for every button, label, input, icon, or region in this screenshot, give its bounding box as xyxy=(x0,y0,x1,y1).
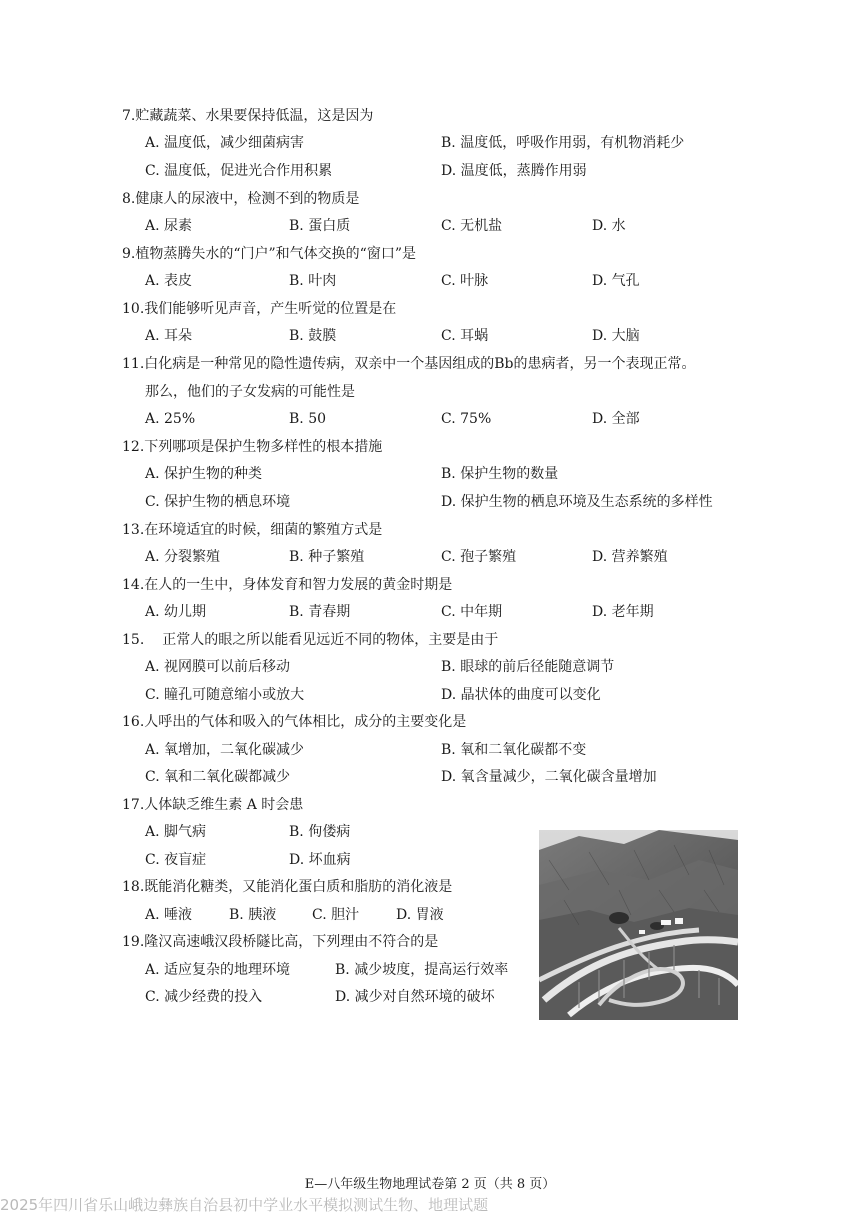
option-letter: D. xyxy=(289,852,305,868)
option-text: 氧和二氧化碳都不变 xyxy=(460,742,587,758)
question-text: 隆汉高速峨汉段桥隧比高，下列理由不符合的是 xyxy=(144,934,439,950)
option-d xyxy=(396,906,444,924)
question-text: 我们能够听见声音，产生听觉的位置是在 xyxy=(144,301,397,317)
question-number: 9. xyxy=(122,246,136,262)
page-footer: E—八年级生物地理试卷第 2 页（共 8 页） xyxy=(304,1177,556,1192)
option-c xyxy=(312,906,359,924)
option-letter: A. xyxy=(145,273,160,289)
option-text: 大脑 xyxy=(611,328,640,344)
option-letter: D. xyxy=(396,907,412,923)
option-c xyxy=(441,603,502,621)
option-letter: C. xyxy=(145,494,160,510)
option-letter: B. xyxy=(289,824,304,840)
option-d xyxy=(592,217,626,235)
option-b xyxy=(229,906,276,924)
option-a xyxy=(145,603,206,621)
option-text: 胆汁 xyxy=(331,907,360,923)
option-text: 耳蜗 xyxy=(460,328,489,344)
question-12 xyxy=(122,438,772,456)
option-d xyxy=(441,686,601,704)
option-text: 保护生物的种类 xyxy=(164,466,263,482)
option-letter: D. xyxy=(441,769,457,785)
option-text: 中年期 xyxy=(460,604,503,620)
highway-interchange-photo xyxy=(539,830,738,1020)
option-d xyxy=(592,272,640,290)
option-b xyxy=(289,327,336,345)
option-a xyxy=(145,327,192,345)
question-text: 下列哪项是保护生物多样性的根本措施 xyxy=(144,439,383,455)
option-letter: C. xyxy=(441,411,456,427)
question-7 xyxy=(122,107,772,125)
question-13 xyxy=(122,521,772,539)
option-letter: D. xyxy=(441,494,457,510)
option-text: 脚气病 xyxy=(164,824,207,840)
option-a xyxy=(145,741,304,759)
option-text: 胰液 xyxy=(248,907,277,923)
option-d xyxy=(441,768,657,786)
option-c xyxy=(145,851,206,869)
option-text: 孢子繁殖 xyxy=(460,549,517,565)
option-text: 水 xyxy=(611,218,626,234)
option-b xyxy=(289,823,350,841)
question-16 xyxy=(122,713,772,731)
option-text: 氧和二氧化碳都减少 xyxy=(164,769,291,785)
option-text: 保护生物的数量 xyxy=(460,466,559,482)
option-letter: A. xyxy=(145,411,160,427)
option-text: 眼球的前后径能随意调节 xyxy=(460,659,615,675)
option-letter: C. xyxy=(145,852,160,868)
option-text: 佝偻病 xyxy=(308,824,351,840)
question-number: 19. xyxy=(122,934,145,950)
option-d xyxy=(592,603,654,621)
option-text: 幼儿期 xyxy=(164,604,207,620)
question-text: 植物蒸腾失水的“门户”和气体交换的“窗口”是 xyxy=(135,246,416,262)
option-letter: A. xyxy=(145,659,160,675)
option-text: 分裂繁殖 xyxy=(164,549,221,565)
option-letter: C. xyxy=(441,328,456,344)
option-c xyxy=(441,327,488,345)
option-d xyxy=(335,988,495,1006)
option-text: 保护生物的栖息环境及生态系统的多样性 xyxy=(460,494,713,510)
option-text: 无机盐 xyxy=(460,218,503,234)
option-text: 瞳孔可随意缩小或放大 xyxy=(164,687,305,703)
option-b xyxy=(289,548,364,566)
option-c xyxy=(441,548,516,566)
option-letter: B. xyxy=(441,466,456,482)
question-11 xyxy=(122,355,772,373)
option-text: 75% xyxy=(460,411,492,427)
option-b xyxy=(289,603,350,621)
question-9 xyxy=(122,245,772,263)
option-d xyxy=(289,851,351,869)
option-text: 温度低，蒸腾作用弱 xyxy=(460,163,587,179)
option-letter: B. xyxy=(441,659,456,675)
question-number: 11. xyxy=(122,356,145,372)
option-letter: C. xyxy=(441,273,456,289)
option-b xyxy=(289,410,326,428)
option-a xyxy=(145,217,192,235)
option-letter: A. xyxy=(145,604,160,620)
option-letter: D. xyxy=(592,218,608,234)
option-letter: B. xyxy=(335,962,350,978)
option-b xyxy=(441,134,684,152)
option-text: 温度低，呼吸作用弱，有机物消耗少 xyxy=(460,135,685,151)
question-number: 13. xyxy=(122,522,145,538)
question-17 xyxy=(122,796,772,814)
option-text: 全部 xyxy=(611,411,640,427)
option-text: 氧含量减少，二氧化碳含量增加 xyxy=(460,769,657,785)
question-14 xyxy=(122,576,772,594)
option-text: 耳朵 xyxy=(164,328,193,344)
option-b xyxy=(441,658,614,676)
option-a xyxy=(145,906,192,924)
question-number: 7. xyxy=(122,108,136,124)
option-text: 视网膜可以前后移动 xyxy=(164,659,291,675)
option-letter: B. xyxy=(289,411,304,427)
question-text: 在人的一生中，身体发育和智力发展的黄金时期是 xyxy=(144,577,453,593)
option-letter: D. xyxy=(592,549,608,565)
option-d xyxy=(592,548,668,566)
option-letter: A. xyxy=(145,466,160,482)
option-text: 25% xyxy=(164,411,196,427)
option-text: 蛋白质 xyxy=(308,218,351,234)
option-text: 叶肉 xyxy=(308,273,337,289)
option-c xyxy=(145,162,332,180)
question-15 xyxy=(122,631,772,649)
option-text: 表皮 xyxy=(164,273,193,289)
question-text: 人体缺乏维生素 A 时会患 xyxy=(144,797,304,813)
question-8 xyxy=(122,190,772,208)
option-a xyxy=(145,134,304,152)
option-letter: A. xyxy=(145,962,160,978)
question-number: 17. xyxy=(122,797,145,813)
option-text: 种子繁殖 xyxy=(308,549,365,565)
option-text: 营养繁殖 xyxy=(611,549,668,565)
option-letter: B. xyxy=(441,742,456,758)
option-c xyxy=(145,686,304,704)
option-text: 夜盲症 xyxy=(164,852,207,868)
option-letter: A. xyxy=(145,742,160,758)
question-number: 10. xyxy=(122,301,145,317)
option-text: 减少对自然环境的破坏 xyxy=(354,989,495,1005)
question-number: 15. xyxy=(122,632,145,648)
option-letter: A. xyxy=(145,549,160,565)
option-text: 温度低，促进光合作用积累 xyxy=(164,163,333,179)
option-c xyxy=(441,217,502,235)
option-a xyxy=(145,465,262,483)
option-text: 气孔 xyxy=(611,273,640,289)
option-letter: C. xyxy=(441,218,456,234)
option-text: 减少坡度，提高运行效率 xyxy=(354,962,509,978)
option-letter: C. xyxy=(145,163,160,179)
option-d xyxy=(592,410,640,428)
question-text: 白化病是一种常见的隐性遗传病，双亲中一个基因组成的Bb的患病者，另一个表现正常。 xyxy=(144,356,696,372)
question-19 xyxy=(122,933,522,951)
option-text: 50 xyxy=(308,411,327,427)
option-d xyxy=(441,493,713,511)
option-letter: A. xyxy=(145,824,160,840)
option-text: 胃液 xyxy=(415,907,444,923)
question-text: 贮藏蔬菜、水果要保持低温，这是因为 xyxy=(135,108,374,124)
question-11-continued xyxy=(145,383,795,401)
option-letter: D. xyxy=(441,687,457,703)
option-text: 适应复杂的地理环境 xyxy=(164,962,291,978)
option-text: 唾液 xyxy=(164,907,193,923)
question-text: 那么，他们的子女发病的可能性是 xyxy=(145,384,355,400)
option-text: 坏血病 xyxy=(308,852,351,868)
option-text: 叶脉 xyxy=(460,273,489,289)
option-letter: C. xyxy=(145,687,160,703)
option-text: 温度低，减少细菌病害 xyxy=(164,135,305,151)
question-number: 18. xyxy=(122,879,145,895)
option-letter: C. xyxy=(312,907,327,923)
option-letter: A. xyxy=(145,907,160,923)
option-letter: D. xyxy=(592,328,608,344)
option-text: 老年期 xyxy=(611,604,654,620)
option-b xyxy=(335,961,508,979)
option-letter: B. xyxy=(289,604,304,620)
option-letter: B. xyxy=(289,218,304,234)
option-c xyxy=(145,493,290,511)
option-letter: B. xyxy=(289,549,304,565)
option-text: 氧增加，二氧化碳减少 xyxy=(164,742,305,758)
question-text: 在环境适宜的时候，细菌的繁殖方式是 xyxy=(144,522,383,538)
option-a xyxy=(145,961,290,979)
option-a xyxy=(145,410,195,428)
question-number: 14. xyxy=(122,577,145,593)
option-a xyxy=(145,272,192,290)
option-text: 鼓膜 xyxy=(308,328,337,344)
question-text: 健康人的尿液中，检测不到的物质是 xyxy=(135,191,360,207)
option-letter: D. xyxy=(441,163,457,179)
option-letter: A. xyxy=(145,328,160,344)
option-d xyxy=(441,162,587,180)
option-letter: B. xyxy=(289,273,304,289)
option-text: 晶状体的曲度可以变化 xyxy=(460,687,601,703)
option-text: 青春期 xyxy=(308,604,351,620)
option-c xyxy=(145,768,290,786)
option-letter: C. xyxy=(441,604,456,620)
option-text: 保护生物的栖息环境 xyxy=(164,494,291,510)
option-letter: B. xyxy=(229,907,244,923)
option-b xyxy=(289,272,336,290)
option-a xyxy=(145,548,220,566)
question-10 xyxy=(122,300,772,318)
question-text: 既能消化糖类，又能消化蛋白质和脂肪的消化液是 xyxy=(144,879,453,895)
watermark: 2025年四川省乐山峨边彝族自治县初中学业水平模拟测试生物、地理试题 xyxy=(0,1196,489,1214)
option-letter: A. xyxy=(145,218,160,234)
question-number: 16. xyxy=(122,714,145,730)
option-letter: C. xyxy=(145,769,160,785)
option-letter: D. xyxy=(335,989,351,1005)
option-letter: A. xyxy=(145,135,160,151)
question-number: 8. xyxy=(122,191,136,207)
option-c xyxy=(441,410,491,428)
option-letter: D. xyxy=(592,411,608,427)
option-letter: D. xyxy=(592,273,608,289)
option-b xyxy=(441,741,586,759)
option-b xyxy=(289,217,350,235)
option-text: 尿素 xyxy=(164,218,193,234)
option-b xyxy=(441,465,558,483)
option-letter: D. xyxy=(592,604,608,620)
option-letter: C. xyxy=(145,989,160,1005)
question-text: 正常人的眼之所以能看见远近不同的物体，主要是由于 xyxy=(162,632,499,648)
option-text: 减少经费的投入 xyxy=(164,989,263,1005)
question-number: 12. xyxy=(122,439,145,455)
option-d xyxy=(592,327,640,345)
option-letter: B. xyxy=(289,328,304,344)
option-a xyxy=(145,658,290,676)
option-letter: B. xyxy=(441,135,456,151)
option-c xyxy=(441,272,488,290)
question-text: 人呼出的气体和吸入的气体相比，成分的主要变化是 xyxy=(144,714,467,730)
option-c xyxy=(145,988,262,1006)
option-a xyxy=(145,823,206,841)
option-letter: C. xyxy=(441,549,456,565)
